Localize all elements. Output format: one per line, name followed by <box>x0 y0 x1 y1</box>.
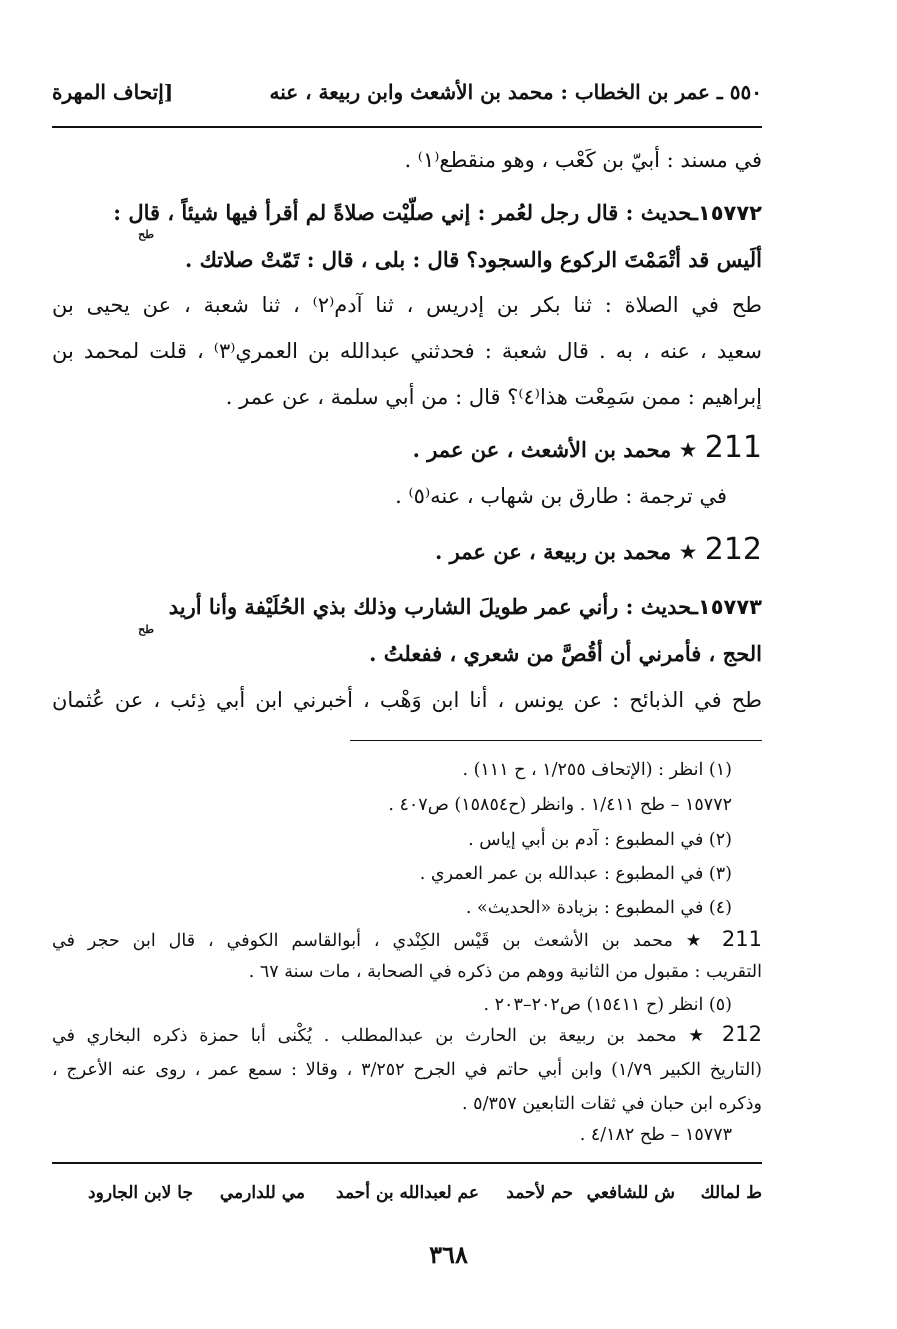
narrator-heading-211 <box>413 430 762 465</box>
cross-reference-line: في ترجمة : طارق بن شهاب ، عنه⁽٥⁾ . <box>395 484 727 508</box>
star-icon: ★ <box>685 931 709 951</box>
hadith-number: ١٥٧٧٣ <box>697 595 762 619</box>
footnote-5: (٥) انظر (ح ١٥٤١١) ص٢٠٢–٢٠٣ . <box>483 995 732 1015</box>
abbreviation-darimi: مي للدارمي <box>219 1183 305 1203</box>
isnad-line: إبراهيم : ممن سَمِعْت هذا⁽٤⁾؟ قال : من أبي سلمة ، عن عمر . <box>225 385 762 409</box>
abbreviation-shafii: ش للشافعي <box>586 1183 675 1203</box>
abbreviation-ahmad: حم لأحمد <box>506 1183 573 1203</box>
abbreviation-malik: ط لمالك <box>700 1183 762 1203</box>
hadith-number: ١٥٧٧٢ <box>697 201 762 225</box>
abbreviation-ibn-jarud: جا لابن الجارود <box>88 1183 193 1203</box>
hadith-text: ـحديث : قال رجل لعُمر : إني صلّيْت صلاةً لم أقرأ فيها شيئاً ، قال : <box>113 200 698 225</box>
footnote-narrator-212-line3: وذكره ابن حبان في ثقات التابعين ٥/٣٥٧ . <box>462 1094 762 1114</box>
star-icon: ★ <box>678 438 698 462</box>
footnote-hadith-15772: ١٥٧٧٢ – طح ١/٤١١ . وانظر (ح١٥٨٥٤) ص٤٠٧ . <box>388 795 732 815</box>
header-rule <box>52 126 762 128</box>
narrator-heading-212 <box>435 532 762 567</box>
hadith-15773-line2: الحج ، فأمرني أن أقُصَّ من شعري ، ففعلتُ . <box>369 641 762 666</box>
hadith-text: ـحديث : رأني عمر طويلَ الشارب وذلك بذي الحُلَيْفة وأنا أريد <box>168 594 698 619</box>
running-header-title: ٥٥٠ ـ عمر بن الخطاب : محمد بن الأشعث وابن ربيعة ، عنه <box>269 80 762 104</box>
narrator-number: 211 <box>721 927 762 951</box>
hadith-15772-line2: ألَيس قد أتْمَمْتَ الركوع والسجود؟ قال : بلى ، قال : تَمّتْ صلاتك . <box>184 247 762 272</box>
page-number: ٣٦٨ <box>429 1240 468 1269</box>
isnad-line: سعيد ، عنه ، به . قال شعبة : فحدثني عبدالله بن العمري⁽٣⁾ ، قلت لمحمد بن <box>52 339 762 363</box>
footnote-hadith-15773: ١٥٧٧٣ – طح ٤/١٨٢ . <box>579 1125 732 1145</box>
footnote-separator <box>350 740 762 741</box>
footnote-1: (١) انظر : (الإتحاف ١/٢٥٥ ، ح ١١١) . <box>462 760 732 780</box>
footnote-narrator-212-line2: (التاريخ الكبير ١/٧٩) وابن أبي حاتم في الجرح ٣/٢٥٢ ، وقالا : سمع عمر ، روى عنه الأعرج ، <box>52 1060 762 1080</box>
footnote-4: (٤) في المطبوع : بزيادة «الحديث» . <box>465 898 732 918</box>
isnad-line: طح في الصلاة : ثنا بكر بن إدريس ، ثنا آدم⁽٢⁾ ، ثنا شعبة ، عن يحيى بن <box>52 293 762 317</box>
footnote-text: محمد بن الأشعث بن قَيْس الكِنْدي ، أبوالقاسم الكوفي ، قال ابن حجر في <box>52 931 673 951</box>
narrator-number: 212 <box>721 1022 762 1046</box>
footnote-text: محمد بن ربيعة بن الحارث بن عبدالمطلب . يُكْنى أبا حمزة ذكره البخاري في <box>52 1026 677 1046</box>
source-mark: طح <box>138 228 154 241</box>
hadith-15773-line1 <box>52 594 762 619</box>
isnad-line: طح في الذبائح : عن يونس ، أنا ابن وَهْب ، أخبرني ابن أبي ذِئب ، عن عُثمان <box>52 688 762 712</box>
narrator-name: محمد بن ربيعة ، عن عمر . <box>435 539 672 564</box>
footnote-narrator-212-line1 <box>52 1022 762 1046</box>
star-icon: ★ <box>678 540 698 564</box>
abbreviation-rule <box>52 1162 762 1164</box>
footnote-2: (٢) في المطبوع : آدم بن أبي إياس . <box>468 830 732 850</box>
star-icon: ★ <box>688 1026 711 1046</box>
continuation-line: في مسند : أبيّ بن كَعْب ، وهو منقطع⁽١⁾ . <box>404 148 762 172</box>
hadith-15772-line1 <box>52 200 762 225</box>
narrator-number: 212 <box>704 532 762 567</box>
abbreviation-abdullah: عم لعبدالله بن أحمد <box>336 1183 479 1203</box>
narrator-name: محمد بن الأشعث ، عن عمر . <box>412 437 672 462</box>
running-header-book: [إتحاف المهرة <box>52 80 174 104</box>
source-mark: طح <box>138 623 154 636</box>
footnote-narrator-211-line1 <box>52 927 762 951</box>
footnote-narrator-211-line2: التقريب : مقبول من الثانية ووهم من ذكره في الصحابة ، مات سنة ٦٧ . <box>248 962 762 982</box>
narrator-number: 211 <box>704 430 762 465</box>
footnote-3: (٣) في المطبوع : عبدالله بن عمر العمري . <box>419 864 732 884</box>
